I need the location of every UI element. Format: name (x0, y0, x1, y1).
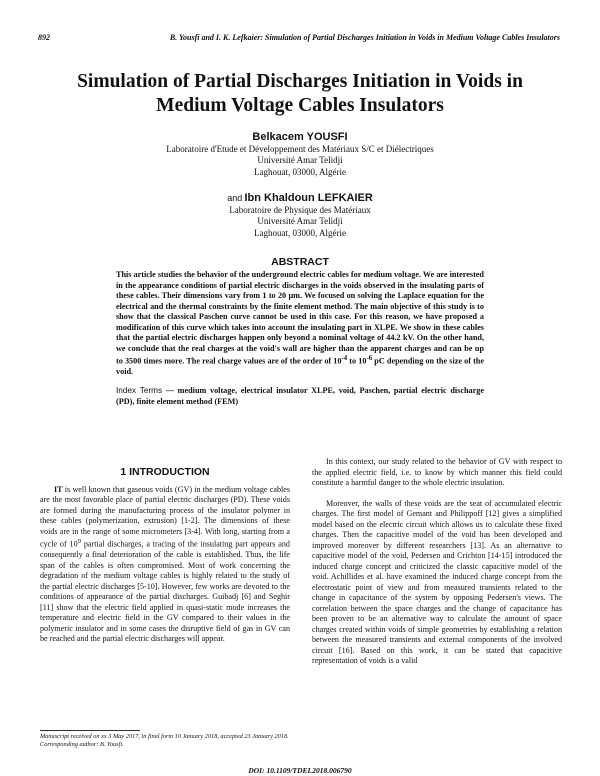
author-affiliation: Laghouat, 03000, Algérie (254, 227, 346, 238)
author-name: Belkacem YOUSFI (252, 131, 348, 143)
title-line-1: Simulation of Partial Discharges Initiation in Voids in (77, 71, 523, 92)
abstract-heading: ABSTRACT (271, 256, 329, 268)
paragraph: IT is well known that gaseous voids (GV) in the medium voltage cables are the most favorable place of partial electric discharges (PD). These voids are formed during the manufacturing process of the insulator polymer in these cables (polymerization, extrusion) [1-2]. The dimensions of these voids are in the range of some micrometers [3-4]. With long, starting from a cycle of $10^9$ partial discharges, a tracing of the insulating part appears and consequently a final deterioration of the cable is established. Thus, the life span of the cables is often compromised. Most of work concerning the degradation of the medium voltage cables is highly related to the study of the partial electric discharges [5-10]. However, few works are devoted to the conditions of appearance of the partial discharges. Guibadj [6] and Seghir [11] show that the electric field applied in quasi-static mode increases the temperature and electric field in the GV compared to their values in the polymeric insulator and in some cases the disruptive field of gas in GV can be reached and the partial electric discharges will appear. (40, 484, 290, 644)
right-column (312, 457, 562, 667)
author-block-2 (40, 193, 560, 239)
section-heading: 1 INTRODUCTION (120, 466, 210, 478)
author-affiliation: Université Amar Telidji (257, 155, 343, 165)
index-terms-keywords: medium voltage, electrical insulator XLPE, void, Paschen, partial electric discharge (PD), finite element method (FEM) (116, 386, 484, 406)
author-affiliation: Université Amar Telidji (257, 216, 343, 226)
paper-title (40, 70, 560, 118)
left-column (40, 467, 290, 645)
footnote: Manuscript received on xx 3 May 2017, in final form 10 January 2018, accepted 23 January 2018. Corresponding author: B. Yousfi. (40, 733, 289, 748)
title-line-2: Medium Voltage Cables Insulators (156, 95, 444, 116)
page-number: 892 (38, 33, 50, 42)
abstract-text: This article studies the behavior of the underground electric cables for medium voltage. We are interested in the appearance conditions of partial electric discharges in the voids observed in the insulating parts of these cables. Their dimensions vary from 1 to 20 µm. We focused on solving the Laplace equation for the electrical and the thermal constraints by the finite element method. The main objective of this study is to show that the classical Paschen curve cannot be used in this case. For this reason, we have proposed a modification of this curve which takes into account the insulating part in XLPE. We show in these cables that the partial electric discharges happen only beyond a nominal voltage of 44.2 kV. On the other hand, we conclude that the real charges at the void's wall are higher than the apparent charges and can be up to 3500 times more. The real charge values are of the order of $10^{-4}$ to $10^{-6}$ pC depending on the size of the void. (116, 270, 484, 377)
index-terms: Index Terms — medium voltage, electrical insulator XLPE, void, Paschen, partial electric discharge (PD), finite element method (FEM) (116, 386, 484, 406)
doi: DOI: 10.1109/TDEI.2018.006790 (248, 766, 352, 775)
running-header (38, 33, 560, 47)
author-block-1 (40, 132, 560, 178)
paragraph: In this context, our study related to the behavior of GV with respect to the applied electric field, i.e. to know by which manner this field could constitute a harmful danger to the whole electric insulation. (312, 457, 562, 487)
author-affiliation: Laghouat, 03000, Algérie (254, 166, 346, 177)
footnote-rule (40, 730, 140, 731)
paragraph: Moreover, the walls of these voids are the seat of accumulated electric charges. The first model of Gemant and Philippoff [12] gives a simplified model based on the electric circuit which allows us to calculate these fixed charges. Then the capacitive model of the void has been developed and improved moreover by different researchers [13]. As an alternative to capacitive model of the void, Pedersen and Crichton [14-15] introduced the induced charge concept and criticized the classic capacitive model of the void. Achillides et al. have examined the induced charge concept from the electrostatic point of view and from measured transients related to the change in capacitance of the system by opposing Pedersen's views. The correlation between the space charges and the change of capacitance has been proven to be an alternative way to calculate the amount of space charges created within voids of simple geometries by establishing a relation between the measured transients and external components of the involved circuit [16]. Based on this work, it can be stated that capacitive representation of voids is a valid (312, 498, 562, 665)
running-title: B. Yousfi and I. K. Lefkaier: Simulation of Partial Discharges Initiation in Voids in Medium Voltage Cables Insulators (169, 33, 560, 42)
author-name: Ibn Khaldoun LEFKAIER (244, 192, 373, 204)
lead-word: IT (54, 484, 63, 494)
author-affiliation: Laboratoire de Physique des Matériaux (229, 204, 371, 215)
index-terms-label: Index Terms (116, 386, 163, 395)
author-conjunction: and (227, 193, 243, 203)
author-affiliation: Laboratoire d'Etude et Développement des Matériaux S/C et Diélectriques (166, 143, 434, 154)
